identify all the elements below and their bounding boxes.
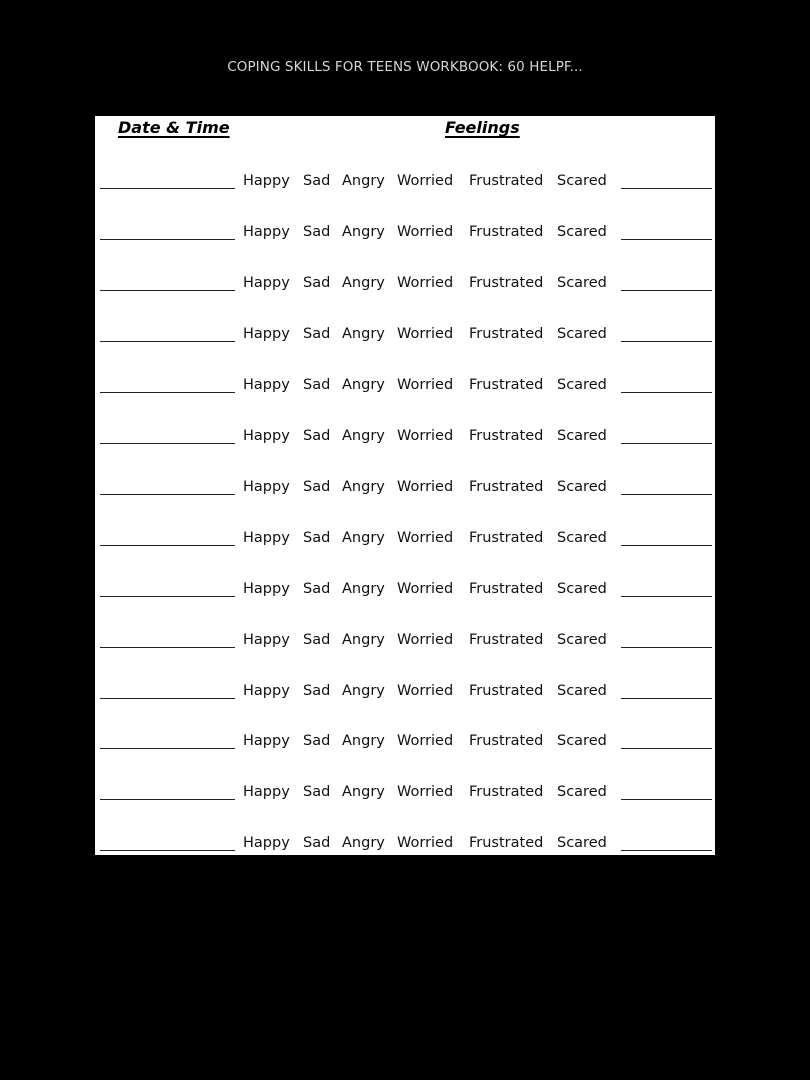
feeling-option-happy[interactable]: Happy [243,173,290,189]
feeling-row [95,324,715,350]
feeling-row [95,375,715,401]
feeling-option-angry[interactable]: Angry [342,376,385,393]
feeling-option-scared[interactable]: Scared [557,631,607,648]
feeling-option-frustrated[interactable]: Frustrated [469,173,544,189]
feeling-option-happy[interactable]: Happy [243,223,290,240]
feeling-option-angry[interactable]: Angry [342,427,385,444]
feeling-option-frustrated[interactable]: Frustrated [469,274,544,291]
feeling-option-scared[interactable]: Scared [557,835,607,852]
feeling-row [95,731,715,757]
feeling-option-happy[interactable]: Happy [243,478,290,495]
other-feeling-blank-line[interactable] [621,698,712,699]
other-feeling-blank-line[interactable] [621,647,712,648]
feeling-option-scared[interactable]: Scared [557,682,607,699]
feeling-option-scared[interactable]: Scared [557,274,607,291]
feeling-option-worried[interactable]: Worried [397,580,454,597]
feeling-option-worried[interactable]: Worried [397,631,454,648]
feeling-option-angry[interactable]: Angry [342,274,385,291]
feeling-option-sad[interactable]: Sad [303,478,331,495]
feeling-option-frustrated[interactable]: Frustrated [469,529,544,546]
feeling-option-sad[interactable]: Sad [303,682,331,699]
feeling-option-angry[interactable]: Angry [342,682,385,699]
feeling-option-worried[interactable]: Worried [397,376,454,393]
feeling-row [95,273,715,299]
date-time-header: Date & Time [118,118,230,137]
feeling-option-sad[interactable]: Sad [303,173,331,189]
other-feeling-blank-line[interactable] [621,392,712,393]
feeling-option-angry[interactable]: Angry [342,631,385,648]
other-feeling-blank-line[interactable] [621,341,712,342]
other-feeling-blank-line[interactable] [621,799,712,800]
feeling-option-frustrated[interactable]: Frustrated [469,427,544,444]
feeling-option-frustrated[interactable]: Frustrated [469,682,544,699]
feeling-option-sad[interactable]: Sad [303,427,331,444]
feeling-option-angry[interactable]: Angry [342,580,385,597]
feeling-option-sad[interactable]: Sad [303,733,331,750]
date-time-blank-line[interactable] [100,443,235,444]
feeling-option-worried[interactable]: Worried [397,835,454,852]
feeling-row [95,579,715,605]
date-time-blank-line[interactable] [100,290,235,291]
feeling-option-scared[interactable]: Scared [557,427,607,444]
feeling-row [95,222,715,248]
other-feeling-blank-line[interactable] [621,596,712,597]
feeling-option-angry[interactable]: Angry [342,733,385,750]
feeling-option-scared[interactable]: Scared [557,223,607,240]
feeling-option-angry[interactable]: Angry [342,173,385,189]
feeling-option-worried[interactable]: Worried [397,529,454,546]
feeling-option-happy[interactable]: Happy [243,325,290,342]
other-feeling-blank-line[interactable] [621,290,712,291]
feeling-option-scared[interactable]: Scared [557,784,607,801]
feeling-option-worried[interactable]: Worried [397,223,454,240]
feeling-option-angry[interactable]: Angry [342,223,385,240]
feeling-row [95,833,715,859]
feelings-header: Feelings [445,118,520,137]
feeling-option-scared[interactable]: Scared [557,529,607,546]
reader-title: COPING SKILLS FOR TEENS WORKBOOK: 60 HELPF... [227,59,583,75]
date-time-blank-line[interactable] [100,596,235,597]
feeling-option-worried[interactable]: Worried [397,733,454,750]
feeling-option-worried[interactable]: Worried [397,682,454,699]
feeling-row [95,630,715,656]
feeling-row [95,681,715,707]
feeling-option-worried[interactable]: Worried [397,325,454,342]
feeling-option-scared[interactable]: Scared [557,580,607,597]
other-feeling-blank-line[interactable] [621,239,712,240]
other-feeling-blank-line[interactable] [621,748,712,749]
feeling-option-sad[interactable]: Sad [303,529,331,546]
feeling-option-happy[interactable]: Happy [243,682,290,699]
feeling-option-worried[interactable]: Worried [397,478,454,495]
feeling-option-sad[interactable]: Sad [303,376,331,393]
feeling-option-frustrated[interactable]: Frustrated [469,733,544,750]
feeling-option-sad[interactable]: Sad [303,580,331,597]
feeling-option-frustrated[interactable]: Frustrated [469,580,544,597]
feeling-option-angry[interactable]: Angry [342,325,385,342]
date-time-blank-line[interactable] [100,748,235,749]
feeling-option-happy[interactable]: Happy [243,274,290,291]
feeling-option-frustrated[interactable]: Frustrated [469,223,544,240]
feeling-option-angry[interactable]: Angry [342,478,385,495]
feeling-option-scared[interactable]: Scared [557,478,607,495]
date-time-blank-line[interactable] [100,545,235,546]
feeling-option-sad[interactable]: Sad [303,223,331,240]
feeling-option-happy[interactable]: Happy [243,631,290,648]
date-time-blank-line[interactable] [100,647,235,648]
feeling-option-happy[interactable]: Happy [243,733,290,750]
date-time-blank-line[interactable] [100,494,235,495]
feeling-row [95,528,715,554]
feeling-option-sad[interactable]: Sad [303,784,331,801]
feeling-option-worried[interactable]: Worried [397,274,454,291]
feeling-row [95,477,715,503]
other-feeling-blank-line[interactable] [621,188,712,189]
feeling-option-frustrated[interactable]: Frustrated [469,784,544,801]
feeling-option-angry[interactable]: Angry [342,835,385,852]
feeling-option-angry[interactable]: Angry [342,529,385,546]
feeling-option-scared[interactable]: Scared [557,325,607,342]
other-feeling-blank-line[interactable] [621,494,712,495]
feeling-option-frustrated[interactable]: Frustrated [469,631,544,648]
feeling-option-happy[interactable]: Happy [243,376,290,393]
date-time-blank-line[interactable] [100,239,235,240]
date-time-blank-line[interactable] [100,392,235,393]
feeling-option-sad[interactable]: Sad [303,274,331,291]
feeling-option-frustrated[interactable]: Frustrated [469,376,544,393]
feeling-option-happy[interactable]: Happy [243,580,290,597]
feeling-option-happy[interactable]: Happy [243,427,290,444]
feeling-option-worried[interactable]: Worried [397,784,454,801]
feeling-option-scared[interactable]: Scared [557,376,607,393]
feeling-row [95,426,715,452]
feeling-option-scared[interactable]: Scared [557,733,607,750]
date-time-blank-line[interactable] [100,799,235,800]
feeling-option-frustrated[interactable]: Frustrated [469,478,544,495]
feeling-row [95,171,715,197]
feeling-row [95,782,715,808]
date-time-blank-line[interactable] [100,341,235,342]
feeling-option-sad[interactable]: Sad [303,325,331,342]
worksheet-page [95,116,715,855]
feeling-option-sad[interactable]: Sad [303,631,331,648]
feeling-option-worried[interactable]: Worried [397,173,454,189]
date-time-blank-line[interactable] [100,698,235,699]
other-feeling-blank-line[interactable] [621,850,712,851]
feeling-option-happy[interactable]: Happy [243,835,290,852]
date-time-blank-line[interactable] [100,188,235,189]
feeling-option-worried[interactable]: Worried [397,427,454,444]
date-time-blank-line[interactable] [100,850,235,851]
feeling-option-frustrated[interactable]: Frustrated [469,325,544,342]
feeling-option-happy[interactable]: Happy [243,529,290,546]
feeling-option-scared[interactable]: Scared [557,173,607,189]
feeling-option-frustrated[interactable]: Frustrated [469,835,544,852]
feeling-option-angry[interactable]: Angry [342,784,385,801]
feeling-option-sad[interactable]: Sad [303,835,331,852]
other-feeling-blank-line[interactable] [621,443,712,444]
other-feeling-blank-line[interactable] [621,545,712,546]
feeling-option-happy[interactable]: Happy [243,784,290,801]
